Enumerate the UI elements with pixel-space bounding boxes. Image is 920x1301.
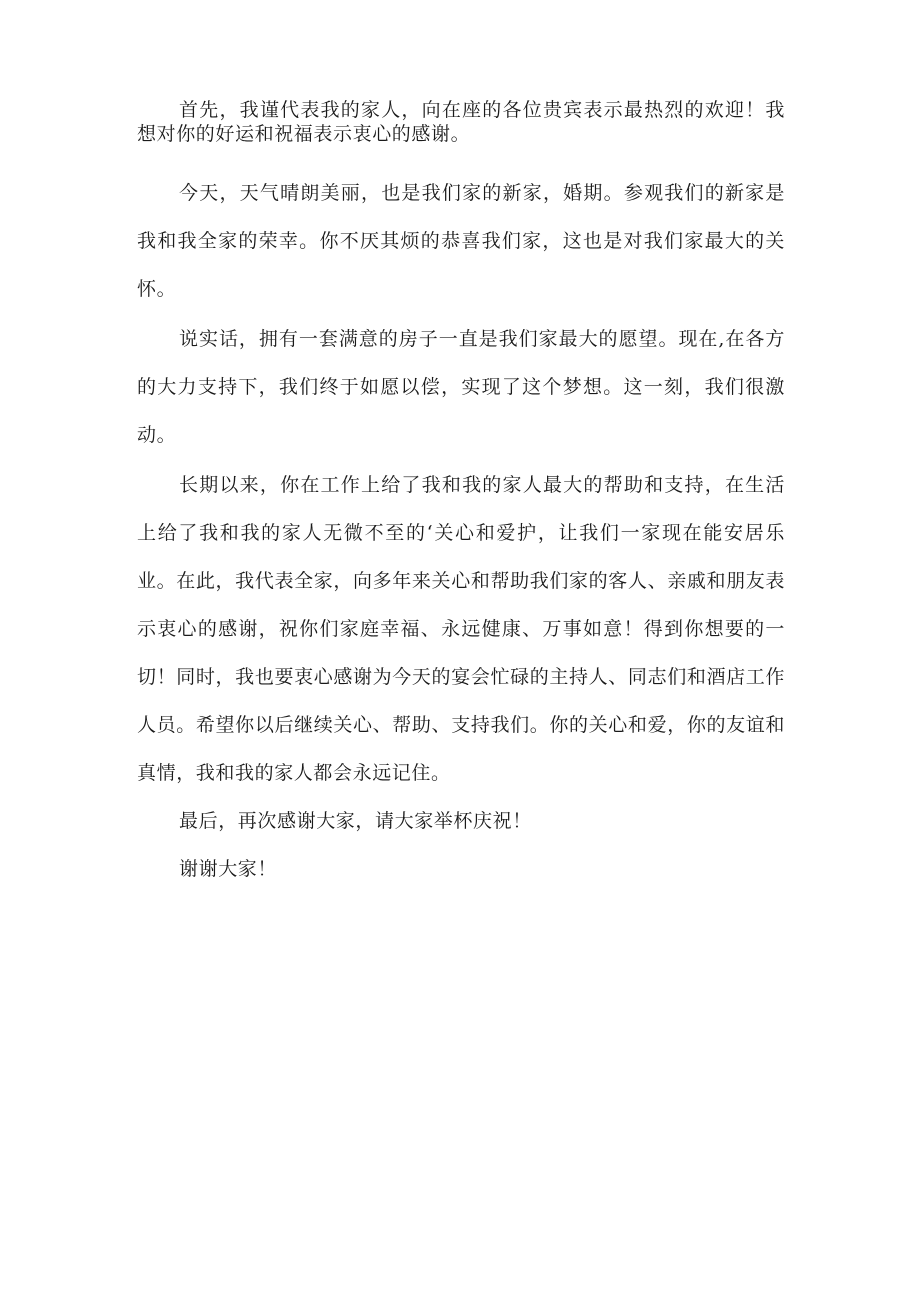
paragraph-new-home: 今天，天气晴朗美丽，也是我们家的新家，婚期。参观我们的新家是我和我全家的荣幸。你不厌其烦的恭喜我们家，这也是对我们家最大的关怀。: [137, 182, 785, 300]
paragraph-gratitude: 长期以来，你在工作上给了我和我的家人最大的帮助和支持，在生活上给了我和我的家人无微不至的‘关心和爱护，让我们一家现在能安居乐业。在此，我代表全家，向多年来关心和帮助我们家的客人、亲戚和朋友表示衷心的感谢，祝你们家庭幸福、永远健康、万事如意！得到你想要的一切！同时，我也要衷心感谢为今天的宴会忙碌的主持人、同志们和酒店工作人员。希望你以后继续关心、帮助、支持我们。你的关心和爱，你的友谊和真情，我和我的家人都会永远记住。: [137, 474, 785, 784]
paragraph-wish: 说实话，拥有一套满意的房子一直是我们家最大的愿望。现在,在各方的大力支持下，我们终于如愿以偿，实现了这个梦想。这一刻，我们很激动。: [137, 328, 785, 446]
paragraph-welcome: 首先，我谨代表我的家人，向在座的各位贵宾表示最热烈的欢迎！我想对你的好运和祝福表示衷心的感谢。: [137, 99, 785, 145]
document-body: [137, 98, 785, 893]
paragraph-thanks: 谢谢大家！: [179, 858, 278, 880]
paragraph-toast: 最后，再次感谢大家，请大家举杯庆祝！: [179, 810, 532, 832]
